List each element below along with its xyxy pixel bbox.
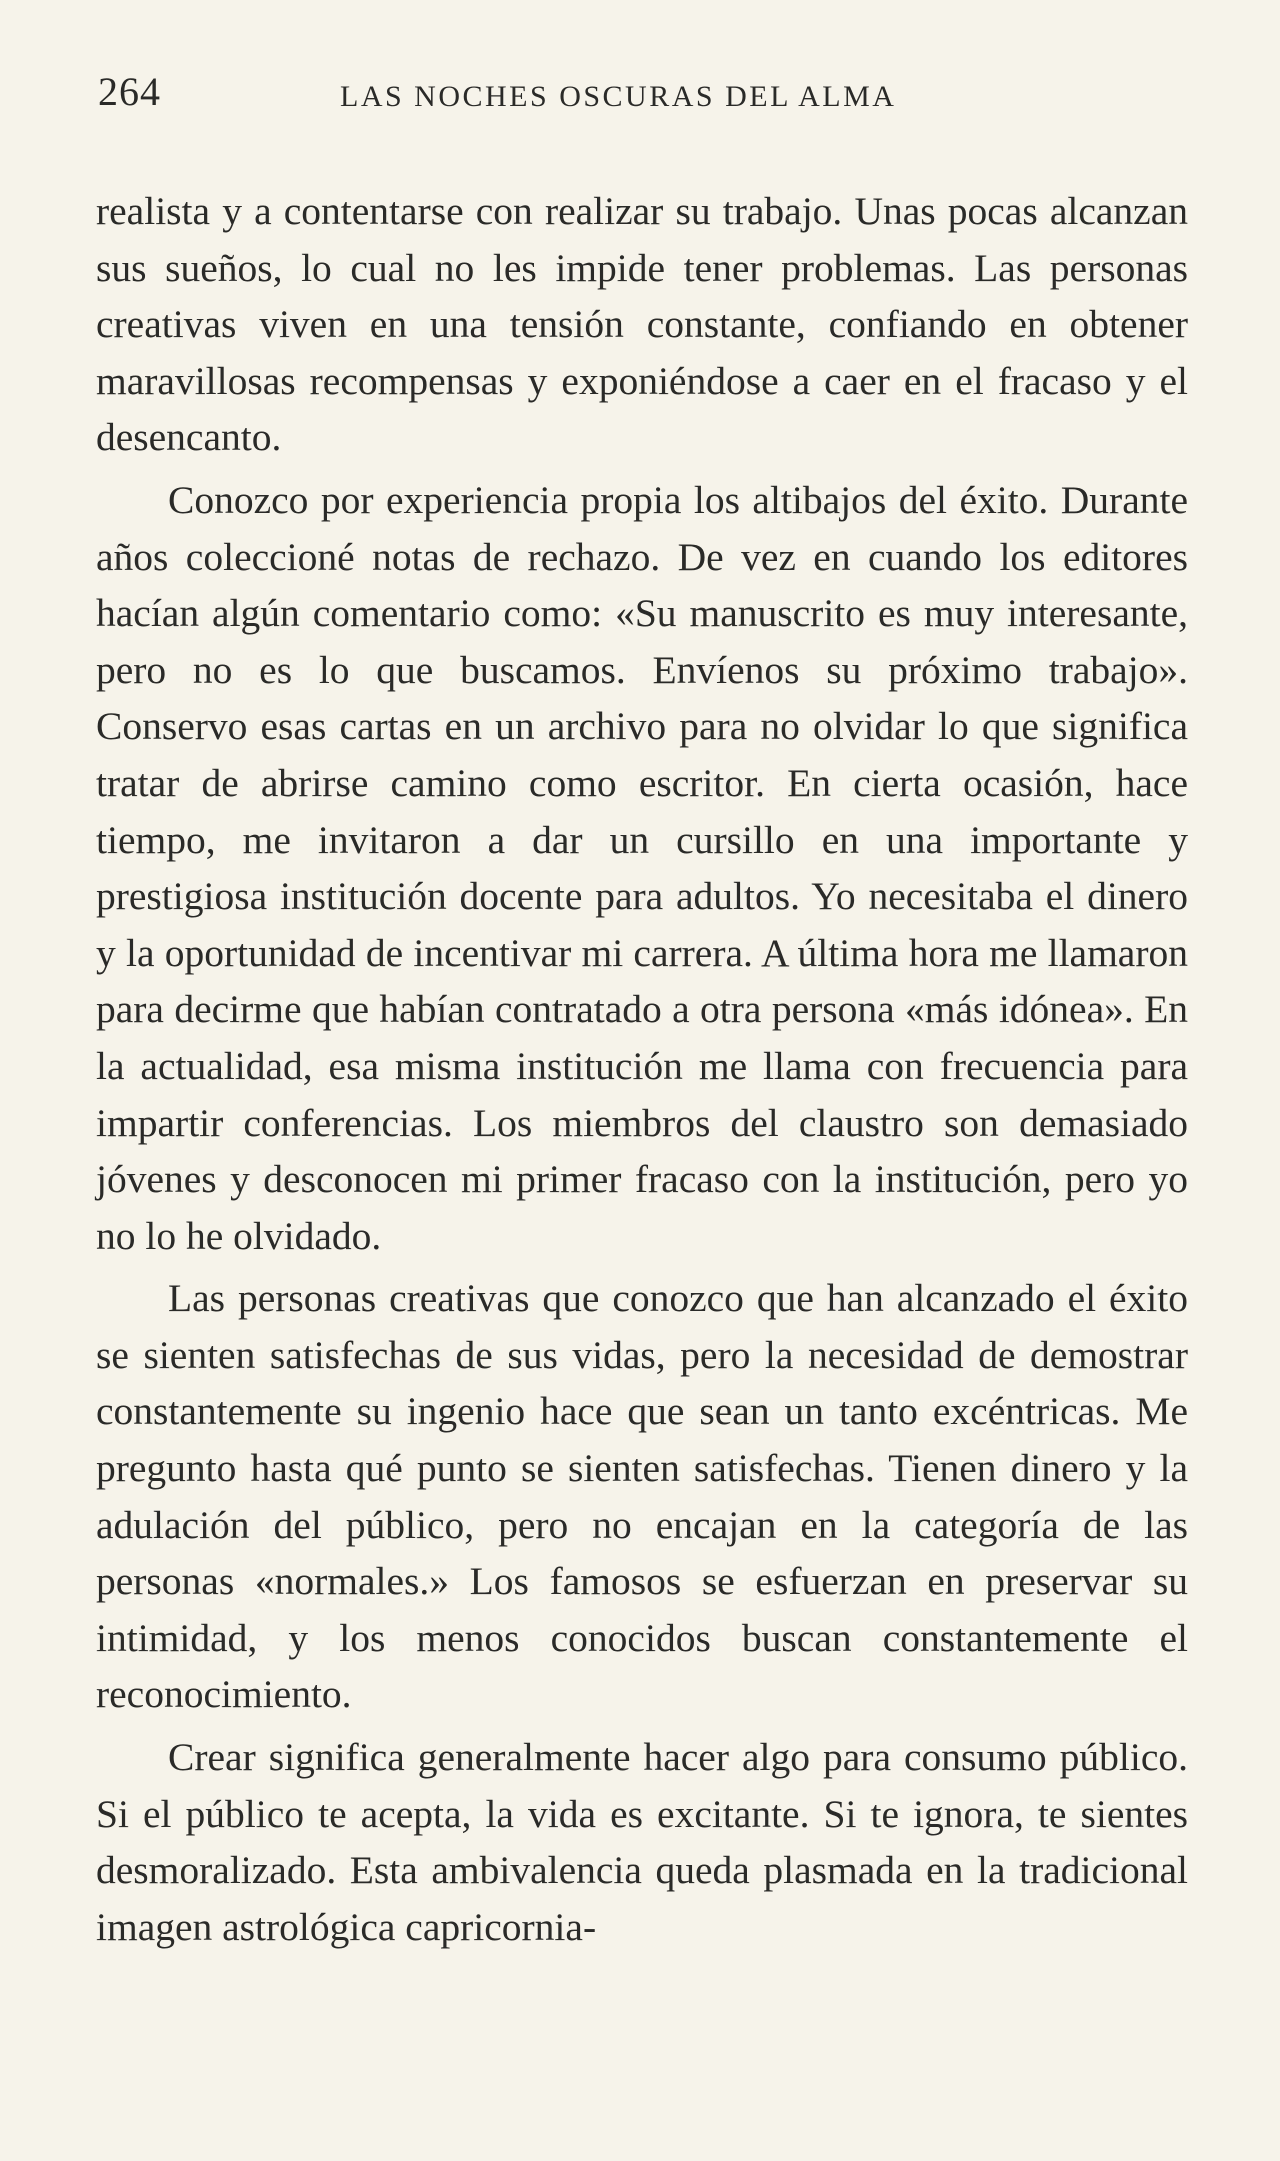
body-text	[96, 183, 1188, 1955]
page-number: 264	[98, 69, 161, 114]
paragraph-2: Conozco por experiencia propia los altibajos del éxito. Durante años coleccioné notas de rechazo. De vez en cuando los editores hacían algún comentario como: «Su manuscrito es muy interesante, pero no es lo que buscamos. Envíenos su próximo trabajo». Conservo esas cartas en un archivo para no olvidar lo que significa tratar de abrirse camino como escritor. En cierta ocasión, hace tiempo, me invitaron a dar un cursillo en una importante y prestigiosa institución docente para adultos. Yo necesitaba el dinero y la oportunidad de incentivar mi carrera. A última hora me llamaron para decirme que habían contratado a otra persona «más idónea». En la actualidad, esa misma institución me llama con frecuencia para impartir conferencias. Los miembros del claustro son demasiado jóvenes y desconocen mi primer fracaso con la institución, pero yo no lo he olvidado.	[96, 477, 1188, 1258]
page-header	[98, 68, 1188, 128]
paragraph-3: Las personas creativas que conozco que han alcanzado el éxito se sienten satisfechas de sus vidas, pero la necesidad de demostrar constantemente su ingenio hace que sean un tanto excéntricas. Me pregunto hasta qué punto se sienten satisfechas. Tienen dinero y la adulación del público, pero no encajan en la categoría de las personas «normales.» Los famosos se esfuerzan en preservar su intimidad, y los menos conocidos buscan constantemente el reconocimiento.	[96, 1276, 1188, 1717]
paragraph-1: realista y a contentarse con realizar su trabajo. Unas pocas alcanzan sus sueños, lo cual no les impide tener problemas. Las personas creativas viven en una tensión constante, confiando en obtener maravillosas recompensas y exponiéndose a caer en el fracaso y el desencanto.	[96, 189, 1188, 460]
paragraph-4: Crear significa generalmente hacer algo para consumo público. Si el público te acepta, la vida es excitante. Si te ignora, te sientes desmoralizado. Esta ambivalencia queda plasmada en la tradicional imagen astrológica capricornia-	[96, 1735, 1188, 1949]
running-title: LAS NOCHES OSCURAS DEL ALMA	[340, 80, 897, 113]
